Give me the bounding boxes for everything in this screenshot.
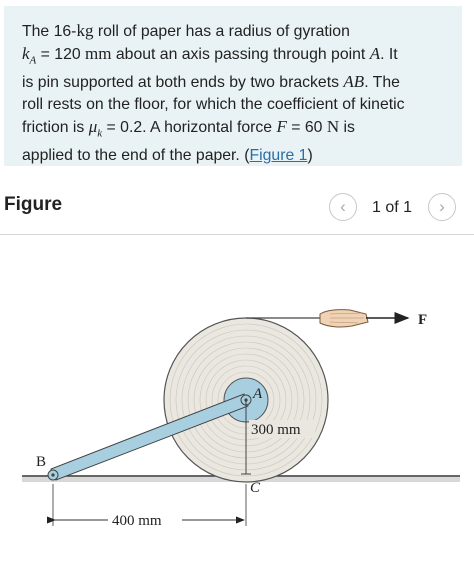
var-mu-k: $\mu_k$	[88, 117, 103, 140]
problem-text-segment: is pin supported at both ends by two brackets	[22, 74, 344, 92]
problem-text-segment: roll of paper has a radius of gyration	[93, 23, 350, 40]
problem-text-segment: is	[339, 119, 355, 137]
chevron-right-icon: ›	[439, 197, 445, 216]
chevron-left-icon: ‹	[340, 197, 346, 216]
figure-title: Figure	[4, 194, 63, 215]
problem-text-segment: The 16-	[22, 23, 77, 40]
figure-header	[0, 186, 474, 235]
var-AB: AB	[343, 72, 365, 92]
var-A: A	[369, 44, 381, 63]
unit-kg: kg	[76, 21, 94, 40]
radius-dimension-label: 300 mm	[251, 422, 301, 438]
problem-text-segment: = 60	[286, 119, 327, 137]
problem-text-segment: . The	[364, 74, 400, 92]
problem-statement-panel	[4, 6, 462, 166]
unit-N: N	[326, 117, 340, 137]
problem-text-segment: roll rests on the floor, for which the coefficient of kinetic	[22, 96, 405, 114]
label-F: F	[418, 312, 428, 328]
problem-text	[22, 20, 452, 167]
problem-text-segment: = 0.2. A horizontal force	[102, 119, 277, 137]
next-figure-button[interactable]	[428, 193, 456, 221]
problem-text-segment: applied to the end of the paper. (	[22, 146, 250, 164]
paper-roll-diagram	[0, 234, 474, 564]
unit-mm: mm	[85, 44, 112, 63]
previous-figure-button[interactable]	[329, 193, 357, 221]
problem-text-segment: about an axis passing through point	[111, 46, 370, 63]
horizontal-dimension-label: 400 mm	[112, 513, 162, 529]
hand-icon	[320, 310, 368, 327]
label-C: C	[250, 480, 261, 496]
problem-text-segment: . It	[380, 46, 398, 63]
label-A: A	[253, 386, 263, 402]
problem-text-segment: friction is	[22, 119, 89, 137]
var-F: F	[276, 117, 287, 137]
figure-counter: 1 of 1	[372, 199, 413, 216]
figure-1-link[interactable]: Figure 1	[249, 146, 308, 164]
var-kA: $k_A$	[22, 44, 37, 67]
problem-text-segment: = 120	[36, 46, 86, 63]
label-B: B	[36, 454, 47, 470]
problem-text-segment: )	[307, 146, 313, 164]
